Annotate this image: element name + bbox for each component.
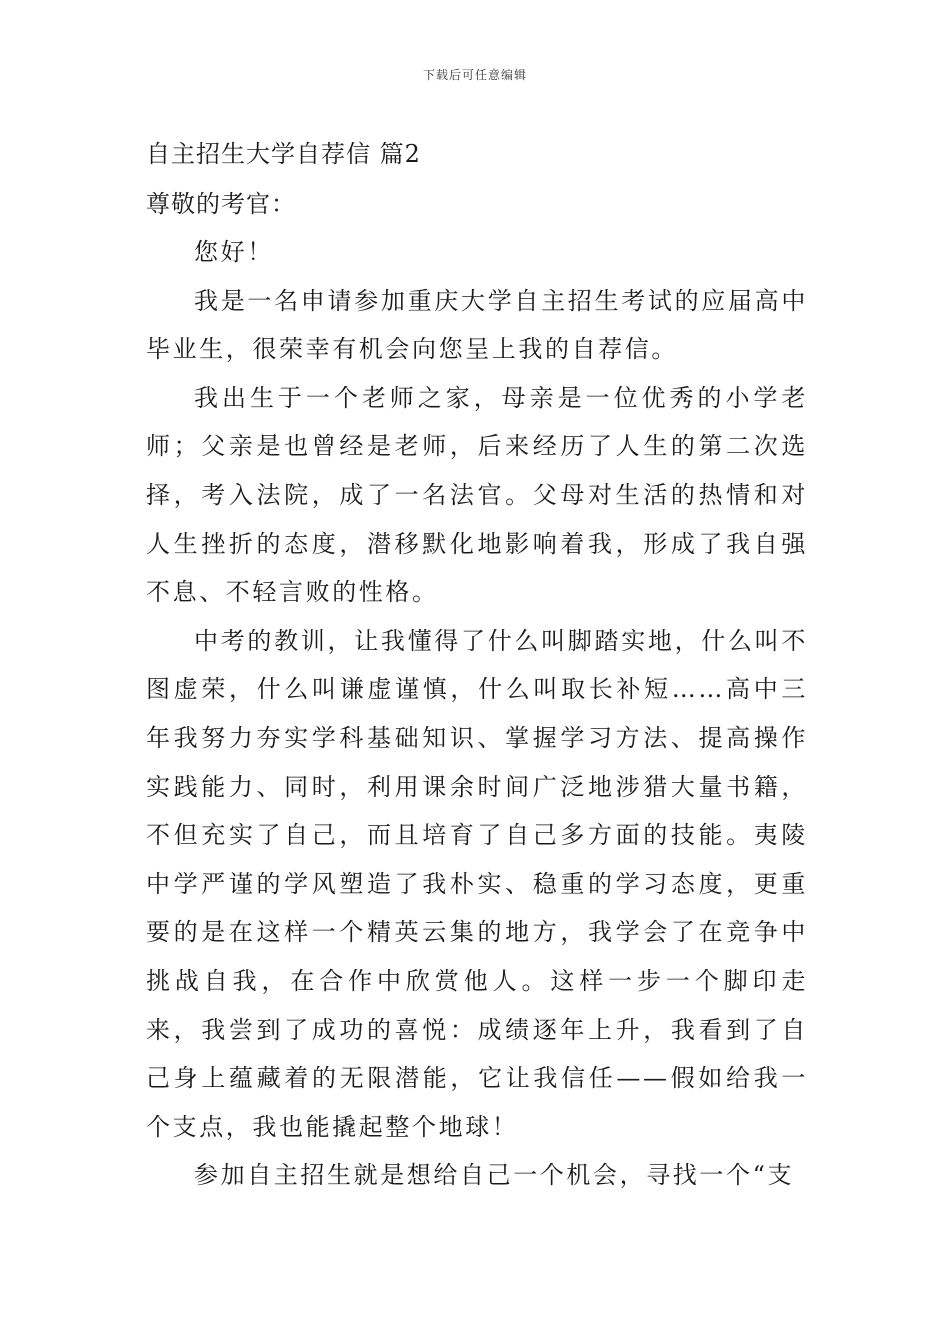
paragraph-family: 我出生于一个老师之家，母亲是一位优秀的小学老师；父亲是也曾经是老师，后来经历了人生的第二次选择，考入法院，成了一名法官。父母对生活的热情和对人生挫折的态度，潜移默化地影响着我，形成了我自强不息、不轻言败的性格。 xyxy=(146,383,808,607)
letter-body xyxy=(146,228,808,1200)
salutation: 尊敬的考官： xyxy=(146,190,296,218)
paragraph-greeting: 您好！ xyxy=(194,238,274,266)
letter-title: 自主招生大学自荐信 篇2 xyxy=(146,140,421,168)
header-note: 下载后可任意编辑 xyxy=(422,68,527,82)
paragraph-intro: 我是一名申请参加重庆大学自主招生考试的应届高中毕业生，很荣幸有机会向您呈上我的自荐信。 xyxy=(146,286,808,364)
paragraph-school: 中考的教训，让我懂得了什么叫脚踏实地，什么叫不图虚荣，什么叫谦虚谨慎，什么叫取长补短……高中三年我努力夯实学科基础知识、掌握学习方法、提高操作实践能力、同时，利用课余时间广泛地涉猎大量书籍，不但充实了自己，而且培育了自己多方面的技能。夷陵中学严谨的学风塑造了我朴实、稳重的学习态度，更重要的是在这样一个精英云集的地方，我学会了在竞争中挑战自我，在合作中欣赏他人。这样一步一个脚印走来，我尝到了成功的喜悦：成绩逐年上升，我看到了自己身上蕴藏着的无限潜能，它让我信任——假如给我一个支点，我也能撬起整个地球！ xyxy=(146,626,808,1141)
paragraph-motivation: 参加自主招生就是想给自己一个机会，寻找一个“支 xyxy=(194,1161,795,1190)
